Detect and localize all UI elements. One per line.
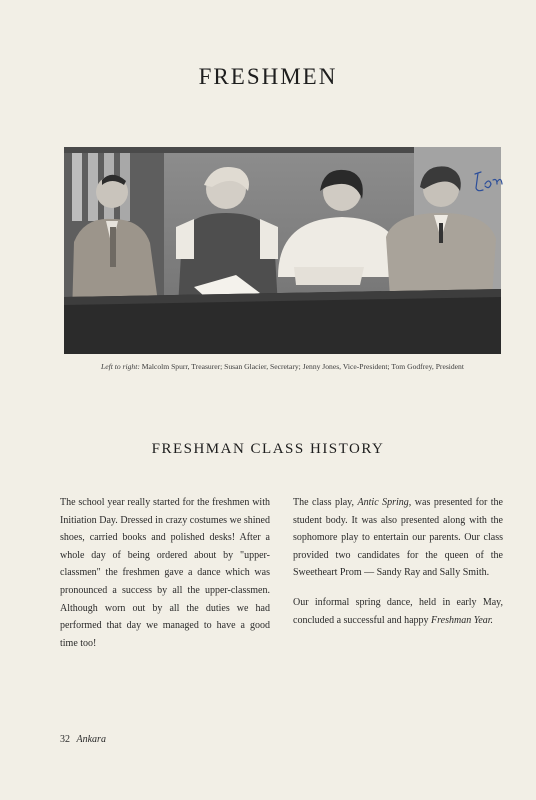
play-title: Antic Spring, xyxy=(357,497,412,508)
officers-photo xyxy=(64,147,501,354)
caption-text: Malcolm Spurr, Treasurer; Susan Glacier, Secretary; Jenny Jones, Vice-President; Tom Godfrey, President xyxy=(141,362,464,371)
page-footer xyxy=(60,734,106,745)
caption-lead: Left to right: xyxy=(101,362,140,371)
p1-after: was presented for the student body. It was also presented along with the sophomore play to entertain our parents. Our class provided two candidates for the queen of the Sweetheart Prom — Sandy Ray and Sally Smith. xyxy=(293,497,503,579)
left-paragraph: The school year really started for the freshmen with Initiation Day. Dressed in crazy costumes we shined shoes, carried books and polished desks! After a whole day of being ordered about by "upper-classmen" the freshmen gave a dance which was pronounced a success by all the upper-classmen. Although worn out by all the duties we had performed that day we managed to have a good time too! xyxy=(60,497,270,649)
right-column xyxy=(293,494,503,641)
right-paragraph-1 xyxy=(293,494,503,582)
right-paragraph-2 xyxy=(293,594,503,629)
p2-italic: Freshman Year. xyxy=(431,614,494,626)
page-number: 32 xyxy=(60,734,70,745)
publication-name: Ankara xyxy=(76,734,106,745)
page-title: FRESHMEN xyxy=(198,64,338,89)
left-column xyxy=(60,494,270,664)
section-title: FRESHMAN CLASS HISTORY xyxy=(151,441,385,457)
p2-before: Our informal spring dance, held in early May, concluded a successful and happy xyxy=(293,596,503,626)
handwritten-note xyxy=(471,166,505,200)
p1-before: The class play, xyxy=(293,497,358,508)
photo-caption xyxy=(64,362,501,371)
